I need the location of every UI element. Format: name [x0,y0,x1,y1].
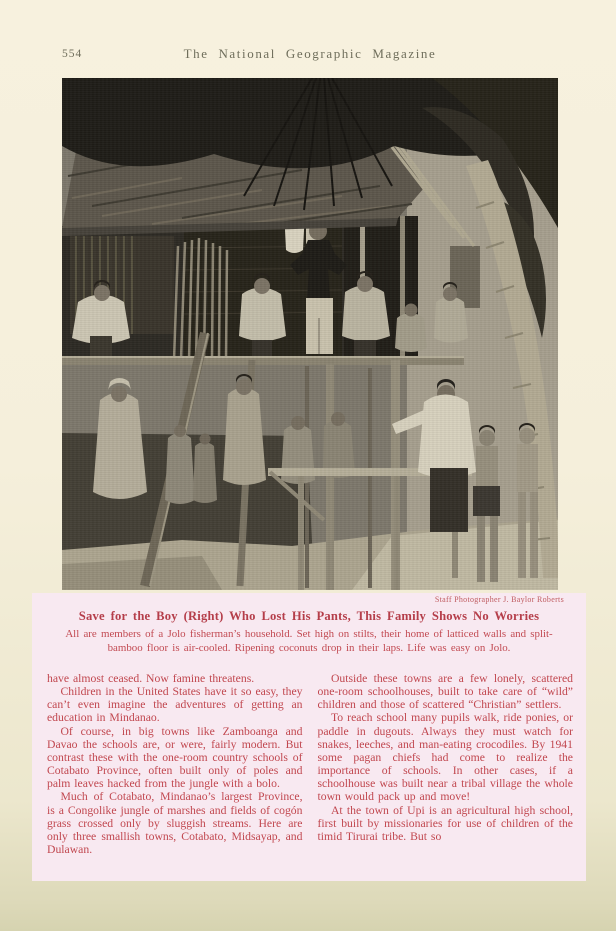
body-columns [47,672,573,856]
text-highlight-block [32,593,586,881]
paragraph: have almost ceased. Now famine threatens. [47,672,255,685]
paragraph: Of course, in big towns like Zamboanga and Davao the schools are, or were, fairly modern. But contrast these with the one-room country schools of Cotabato Province, often built only of poles and palm leaves hacked from the jungle with a bolo. [47,724,303,791]
paragraph: Much of Cotabato, Mindanao’s largest Province, is a Congolike jungle of marshes and fields of cogón grass crossed only by sluggish streams. Here are only three smallish towns, Cotabato, Midsayap, and Dulawan. [47,790,303,857]
right-column [318,672,574,856]
paragraph: To reach school many pupils walk, ride ponies, or paddle in dugouts. Always they must watch for snakes, leeches, and man-eating crocodiles. By 1941 some pagan chiefs had come to realize the importance of schools. In other cases, if a schoolhouse was built near a tribal village the whole town would pack up and move! [317,711,573,804]
photo-illustration [62,78,558,590]
bamboo-platform-rail [62,356,464,365]
paragraph: Children in the United States have it so easy, they can’t even imagine the adventures of getting an education in Mindanao. [47,685,303,725]
paragraph: At the town of Upi is an agricultural high school, first built by missionaries for use of children of the timid Tirurai tribe. But so [317,803,573,843]
page-header [62,46,558,64]
caption-line-2: bamboo floor is air-cooled. Ripening coconuts drop in their laps. Life was easy on Jolo. [107,641,511,654]
caption-line-1: All are members of a Jolo fisherman’s household. Set high on stilts, their home of latticed walls and split- [65,628,553,640]
caption-title: Save for the Boy (Right) Who Lost His Pants, This Family Shows No Worries [78,609,540,623]
caption-text [48,628,570,655]
left-column [47,672,303,856]
paragraph: Outside these towns are a few lonely, scattered one-room schoolhouses, built to take care of “wild” children and those of scattered “Christian” settlers. [317,672,573,712]
page-number: 554 [62,48,83,60]
photo-jolo-family-stilt-house [62,78,558,590]
journal-title: The National Geographic Magazine [183,46,437,61]
photo-credit: Staff Photographer J. Baylor Roberts [434,595,564,604]
